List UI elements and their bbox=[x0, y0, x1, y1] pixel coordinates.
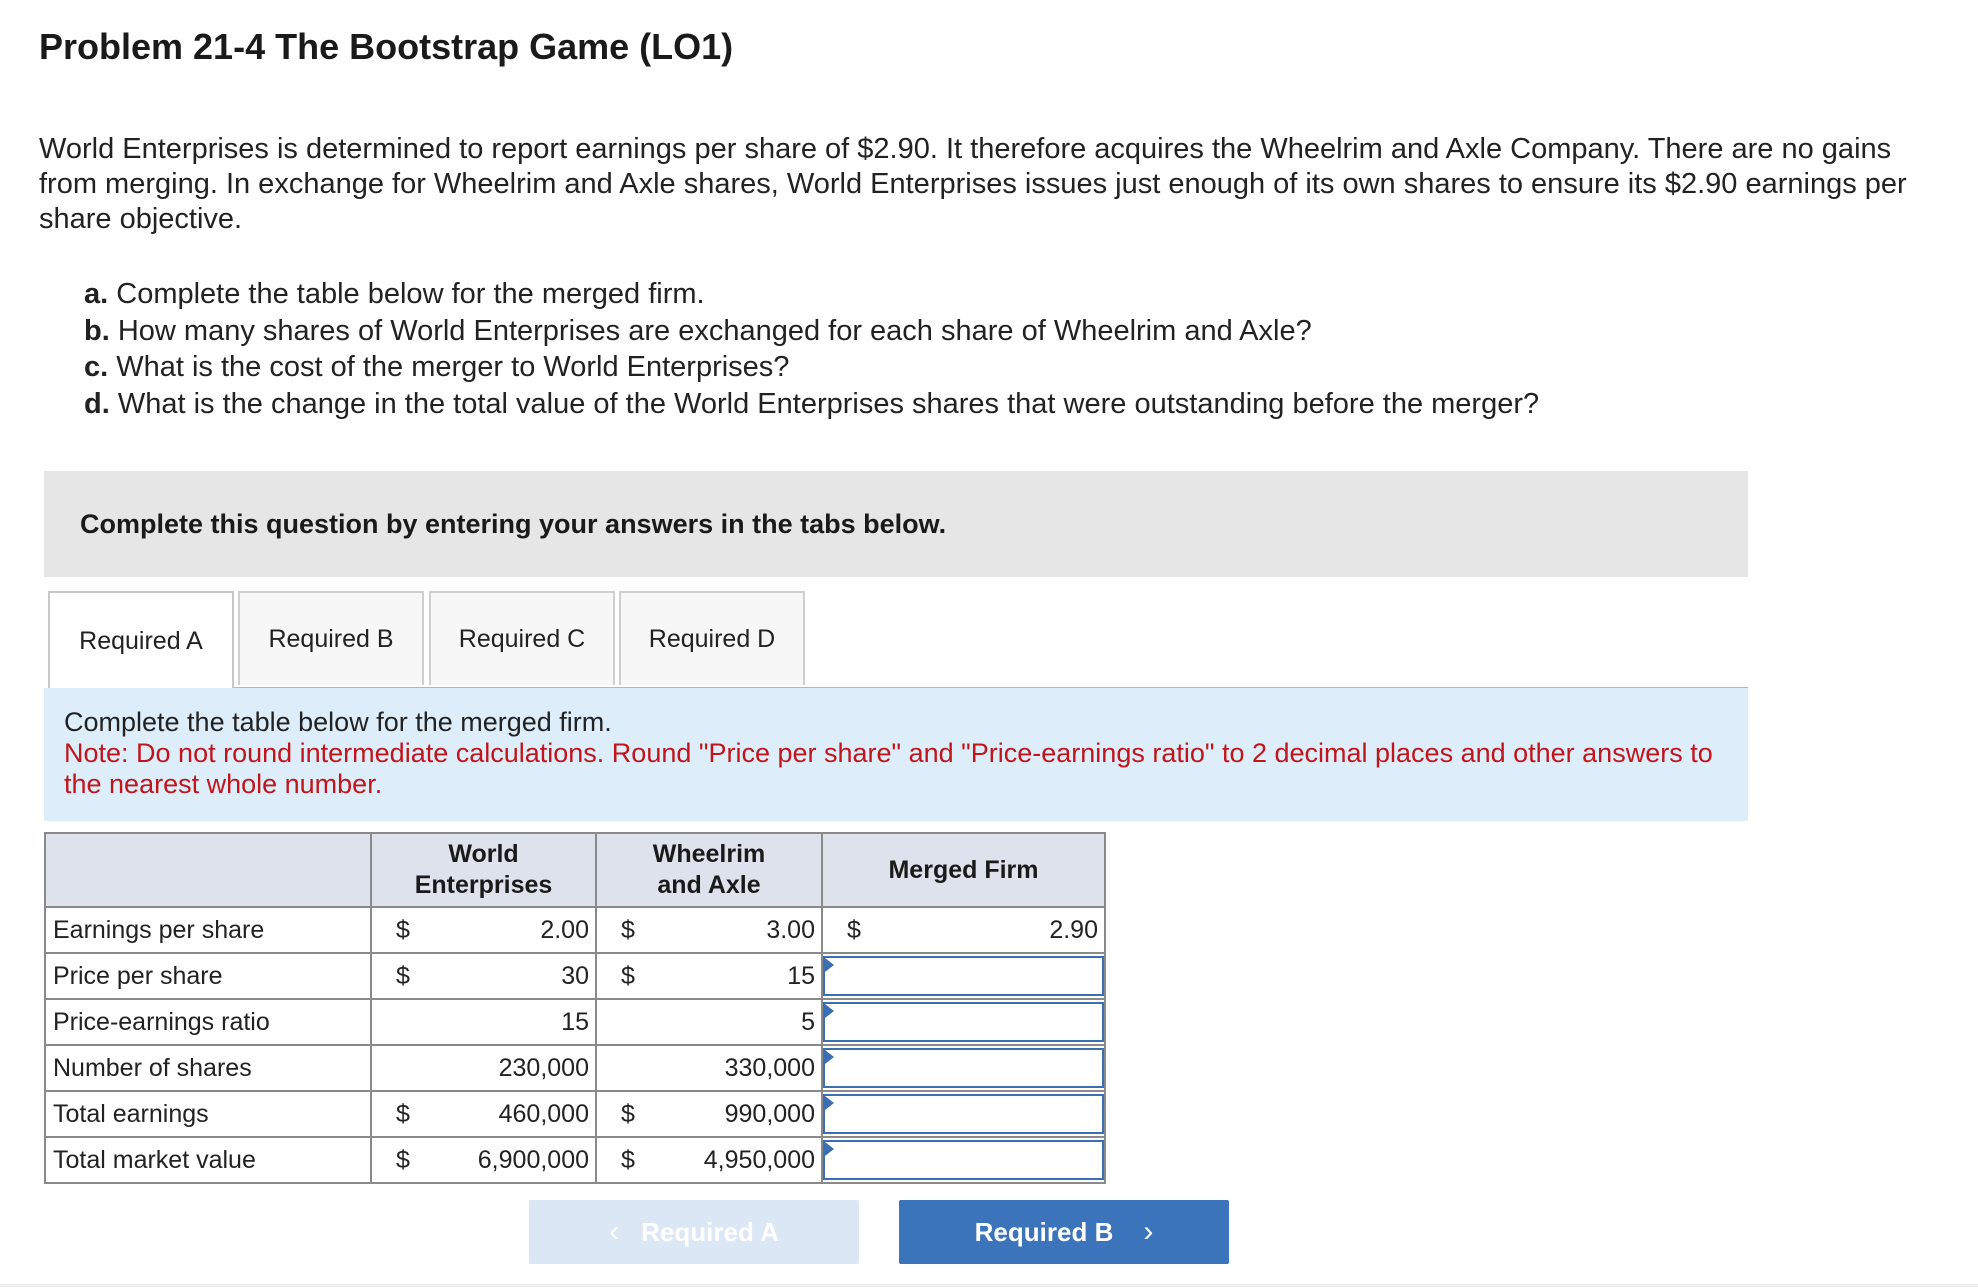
wheel-value: 3.00 bbox=[766, 915, 815, 944]
instruction-text: Complete this question by entering your answers in the tabs below. bbox=[80, 508, 947, 539]
row-label: Price per share bbox=[45, 953, 371, 999]
world-value: 15 bbox=[561, 1007, 589, 1036]
table-row bbox=[45, 907, 1105, 953]
currency-symbol: $ bbox=[396, 915, 410, 944]
world-value: 2.00 bbox=[540, 915, 589, 944]
page-title: Problem 21-4 The Bootstrap Game (LO1) bbox=[39, 26, 734, 67]
wheel-value: 15 bbox=[787, 961, 815, 990]
tab-required-a[interactable]: Required A bbox=[48, 591, 234, 689]
previous-required-a-button[interactable] bbox=[529, 1200, 859, 1264]
merged-price-per-share-input[interactable] bbox=[823, 956, 1104, 996]
currency-symbol: $ bbox=[396, 1145, 410, 1174]
question-d: d. What is the change in the total value of the World Enterprises shares that were outstanding before the merger? bbox=[84, 387, 1540, 420]
merged-value: 2.90 bbox=[1049, 915, 1098, 944]
question-c: c. What is the cost of the merger to World Enterprises? bbox=[84, 351, 790, 383]
currency-symbol: $ bbox=[396, 1099, 410, 1128]
row-label: Total market value bbox=[45, 1137, 371, 1183]
input-marker-icon bbox=[825, 1050, 834, 1064]
currency-symbol: $ bbox=[621, 1099, 635, 1128]
header-wheelrim-axle: Wheelrim and Axle bbox=[596, 833, 822, 907]
wheel-value: 4,950,000 bbox=[703, 1145, 815, 1174]
tab-required-d[interactable]: Required D bbox=[619, 591, 805, 685]
currency-symbol: $ bbox=[847, 915, 861, 944]
table-row bbox=[45, 999, 1105, 1045]
world-value: 230,000 bbox=[498, 1053, 589, 1082]
table-row bbox=[45, 1091, 1105, 1137]
table-header-row bbox=[45, 833, 1105, 907]
merger-table bbox=[44, 832, 1106, 1184]
chevron-right-icon: › bbox=[1143, 1215, 1154, 1248]
currency-symbol: $ bbox=[621, 1145, 635, 1174]
input-marker-icon bbox=[825, 1004, 834, 1018]
question-list bbox=[84, 276, 1539, 422]
table-row bbox=[45, 1137, 1105, 1183]
merged-number-of-shares-input[interactable] bbox=[823, 1048, 1104, 1088]
tab-required-c[interactable]: Required C bbox=[429, 591, 615, 685]
wheel-value: 5 bbox=[801, 1007, 815, 1036]
instruction-bar bbox=[44, 471, 1748, 577]
currency-symbol: $ bbox=[396, 961, 410, 990]
tab-required-b[interactable]: Required B bbox=[238, 591, 424, 685]
bottom-divider bbox=[0, 1284, 1978, 1287]
row-label: Earnings per share bbox=[45, 907, 371, 953]
world-value: 460,000 bbox=[498, 1099, 589, 1128]
header-world-enterprises: World Enterprises bbox=[371, 833, 596, 907]
wheel-value: 330,000 bbox=[724, 1053, 815, 1082]
wheel-value: 990,000 bbox=[724, 1099, 815, 1128]
question-b: b. How many shares of World Enterprises are exchanged for each share of Wheelrim and Axle? bbox=[84, 314, 1312, 347]
merged-total-market-value-input[interactable] bbox=[823, 1140, 1104, 1180]
question-a: a. Complete the table below for the merged firm. bbox=[84, 278, 705, 310]
input-marker-icon bbox=[825, 958, 834, 972]
table-row bbox=[45, 953, 1105, 999]
previous-button-label: Required A bbox=[641, 1216, 779, 1247]
next-button-label: Required B bbox=[974, 1216, 1114, 1247]
row-label: Price-earnings ratio bbox=[45, 999, 371, 1045]
merged-pe-ratio-input[interactable] bbox=[823, 1002, 1104, 1042]
rounding-note: Note: Do not round intermediate calculations. Round "Price per share" and "Price-earnings ratio" to 2 decimal places and other answers to the nearest whole number. bbox=[64, 738, 1713, 799]
row-label: Total earnings bbox=[45, 1091, 371, 1137]
world-value: 30 bbox=[561, 961, 589, 990]
panel-lead: Complete the table below for the merged firm. bbox=[64, 707, 612, 737]
currency-symbol: $ bbox=[621, 915, 635, 944]
row-label: Number of shares bbox=[45, 1045, 371, 1091]
table-row bbox=[45, 1045, 1105, 1091]
header-empty bbox=[45, 833, 371, 907]
currency-symbol: $ bbox=[621, 961, 635, 990]
header-merged-firm: Merged Firm bbox=[822, 833, 1105, 907]
tab-strip bbox=[48, 591, 1748, 689]
problem-intro: World Enterprises is determined to report earnings per share of $2.90. It therefore acquires the Wheelrim and Axle Company. There are no gains from merging. In exchange for Wheelrim and Axle shares, World Enterprises issues just enough of its own shares to ensure its $2.90 earnings per share objective. bbox=[39, 133, 1907, 235]
instruction-panel bbox=[44, 688, 1748, 821]
world-value: 6,900,000 bbox=[477, 1145, 589, 1174]
input-marker-icon bbox=[825, 1142, 834, 1156]
next-required-b-button[interactable] bbox=[899, 1200, 1229, 1264]
input-marker-icon bbox=[825, 1096, 834, 1110]
chevron-left-icon: ‹ bbox=[609, 1215, 620, 1248]
merged-total-earnings-input[interactable] bbox=[823, 1094, 1104, 1134]
